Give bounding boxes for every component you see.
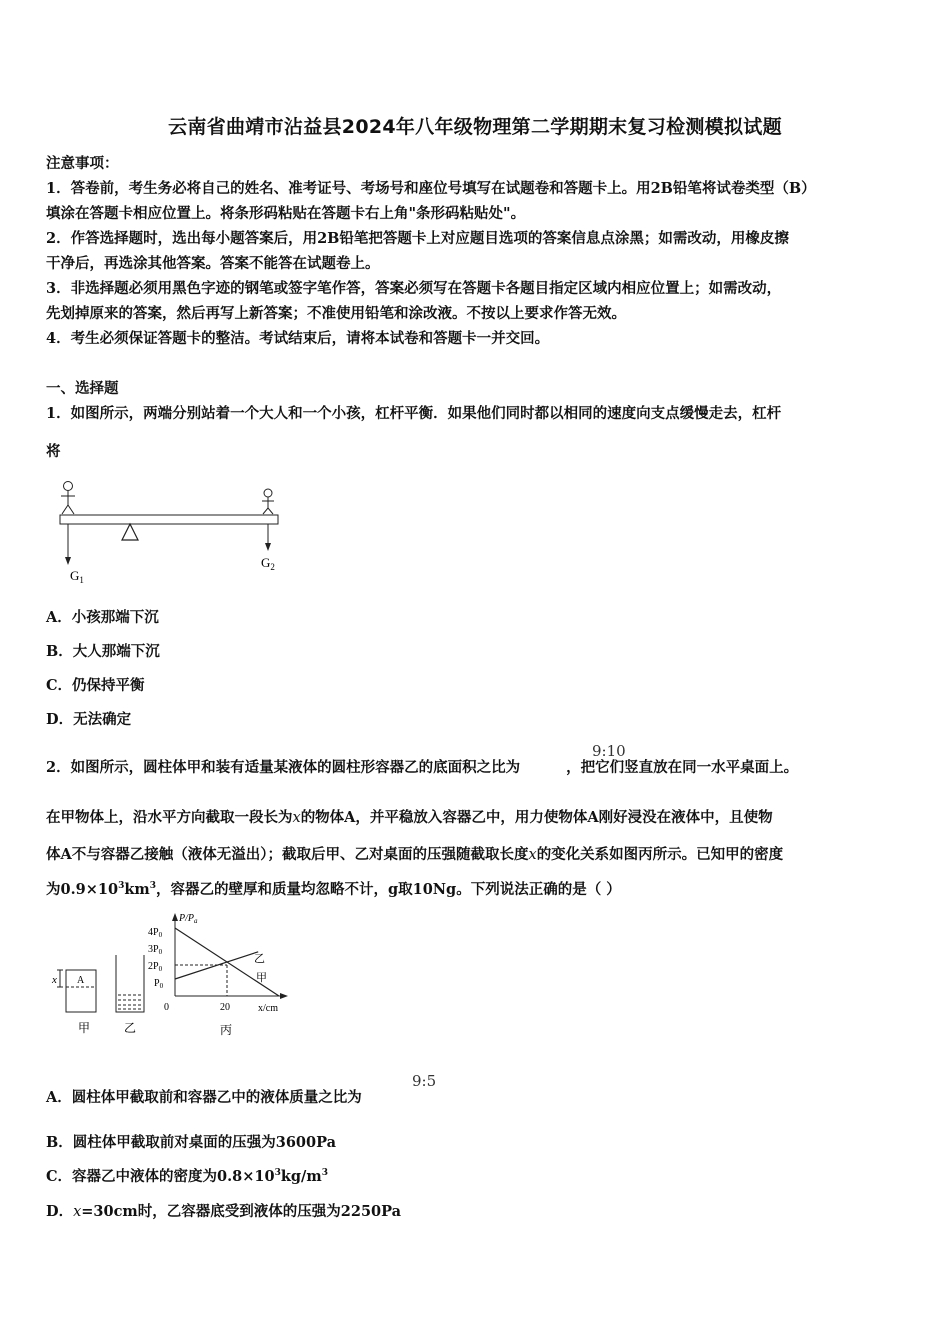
g2-label: $G_2$ [261, 555, 275, 572]
tick-20: 20 [220, 1002, 230, 1013]
lever-figure [50, 476, 290, 588]
q2-stem-a: 2．如图所示，圆柱体甲和装有适量某液体的圆柱形容器乙的底面积之比为 [46, 759, 521, 776]
label-bing: 丙 [220, 1023, 233, 1037]
q2-stem-line4: 为$0.9\times 10^3km^3$，容器乙的壁厚和质量均忽略不计，g取10Ng。下列说法正确的是（ ） [46, 881, 621, 898]
x-length-label: x [52, 974, 57, 986]
q2-option-d: D．x=30cm时，乙容器底受到液体的压强为2250Pa [46, 1203, 402, 1220]
x-axis-arrow [280, 993, 288, 999]
q2-option-a: A．圆柱体甲截取前和容器乙中的液体质量之比为 [46, 1089, 362, 1106]
q2-option-c: C．容器乙中液体的密度为$0.8\times 10^3kg/m^3$ [46, 1168, 328, 1185]
g1-arrow [65, 557, 71, 565]
q1-option-d: D．无法确定 [46, 711, 132, 728]
q2-ratio-fraction: 9:10 [592, 742, 626, 760]
q1-option-a: A．小孩那端下沉 [46, 609, 159, 626]
q2-stem-line3: 体A不与容器乙接触（液体无溢出）；截取后甲、乙对桌面的压强随截取长度x的变化关系如图丙所示。已知甲的密度 [46, 846, 784, 863]
notice-line: 1．答卷前，考生务必将自己的姓名、准考证号、考场号和座位号填写在试题卷和答题卡上。用2B铅笔将试卷类型（B） [46, 180, 816, 197]
tick-p0: $P_0$ [154, 978, 164, 990]
q2-option-b: B．圆柱体甲截取前对桌面的压强为3600Pa [46, 1134, 337, 1151]
q2-stem-line2: 在甲物体上，沿水平方向截取一段长为x的物体A，并平稳放入容器乙中，用力使物体A刚好浸没在液体中，且使物 [46, 809, 773, 826]
section-heading: 一、选择题 [46, 380, 119, 397]
page-title: 云南省曲靖市沾益县2024年八年级物理第二学期期末复习检测模拟试题 [168, 116, 782, 138]
notice-heading: 注意事项： [46, 155, 119, 172]
q1-option-b: B．大人那端下沉 [46, 643, 160, 660]
x-axis-label: x/cm [258, 1003, 278, 1014]
q2-stem-line1 [46, 756, 798, 777]
notice-line: 3．非选择题必须用黑色字迹的钢笔或签字笔作答，答案必须写在答题卡各题目指定区域内相应位置上；如需改动， [46, 280, 782, 297]
tick-2p0: $2P_0$ [148, 961, 163, 973]
container-yi [116, 955, 144, 1012]
q1-stem-cont: 将 [46, 443, 61, 460]
fulcrum [122, 524, 138, 540]
block-a-label: A [77, 975, 85, 986]
tick-4p0: $4P_0$ [148, 927, 163, 939]
adult-figure [61, 482, 75, 515]
q1-stem: 1．如图所示，两端分别站着一个大人和一个小孩，杠杆平衡．如果他们同时都以相同的速度向支点缓慢走去，杠杆 [46, 405, 782, 422]
notice-line: 填涂在答题卡相应位置上。将条形码粘贴在答题卡右上角"条形码粘贴处"。 [46, 205, 526, 222]
g2-arrow [265, 543, 271, 551]
q2-option-a-ratio: 9:5 [412, 1072, 437, 1090]
tick-0: 0 [164, 1002, 169, 1013]
g1-label: $G_1$ [70, 568, 84, 585]
curve-label-yi: 乙 [254, 953, 265, 965]
graph-axes [175, 918, 282, 996]
q1-option-c: C．仍保持平衡 [46, 677, 145, 694]
label-jia: 甲 [78, 1021, 91, 1035]
label-yi: 乙 [124, 1021, 137, 1035]
notice-line: 干净后，再选涂其他答案。答案不能答在试题卷上。 [46, 255, 380, 272]
curve-label-jia: 甲 [256, 972, 267, 984]
notice-line: 先划掉原来的答案，然后再写上新答案；不准使用铅笔和涂改液。不按以上要求作答无效。 [46, 305, 626, 322]
q2-figure [50, 910, 300, 1042]
y-axis-arrow [172, 913, 178, 921]
lever-bar [60, 515, 278, 524]
tick-3p0: $3P_0$ [148, 944, 163, 956]
notice-line: 4．考生必须保证答题卡的整洁。考试结束后，请将本试卷和答题卡一并交回。 [46, 330, 550, 347]
q2-stem-b: ，把它们竖直放在同一水平桌面上。 [566, 759, 799, 776]
notice-line: 2．作答选择题时，选出每小题答案后，用2B铅笔把答题卡上对应题目选项的答案信息点涂黑；如需改动，用橡皮擦 [46, 230, 789, 247]
y-axis-label: $P/P_a$ [179, 913, 198, 925]
child-figure [262, 489, 274, 514]
